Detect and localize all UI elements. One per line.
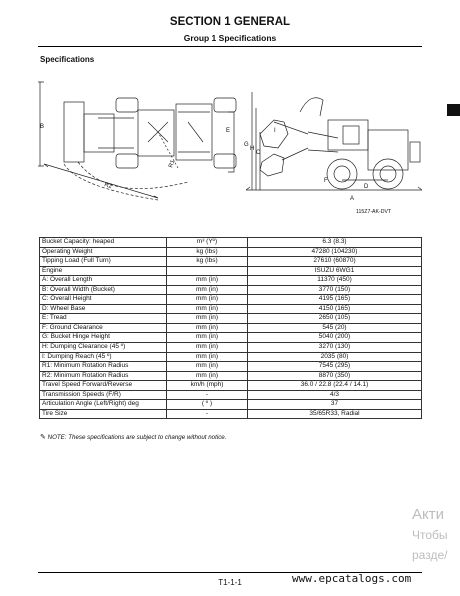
watermark-line-1: Акти [412, 506, 444, 523]
spec-value: 3770 (150) [248, 285, 422, 295]
spec-name: E: Tread [40, 314, 167, 324]
dim-label-b: B [40, 124, 45, 130]
spec-row [40, 314, 422, 324]
spec-name: R1: Minimum Rotation Radius [40, 362, 167, 372]
spec-unit: kg (lbs) [167, 247, 248, 257]
section-tab-marker [447, 104, 460, 116]
spec-unit [167, 266, 248, 276]
spec-name: C: Overall Height [40, 295, 167, 305]
spec-value: 27610 (60870) [248, 257, 422, 267]
spec-unit: km/h (mph) [167, 381, 248, 391]
spec-value: 37 [248, 400, 422, 410]
dim-label-f: F [324, 178, 328, 184]
spec-name: I: Dumping Reach (45 º) [40, 352, 167, 362]
dim-label-e: E [226, 128, 231, 134]
dim-label-r2: R2 [103, 182, 113, 191]
spec-unit: m³ (Yº) [167, 238, 248, 248]
spec-name: Operating Weight [40, 247, 167, 257]
spec-unit: ( º ) [167, 400, 248, 410]
spec-value: 11370 (450) [248, 276, 422, 286]
spec-unit: mm (in) [167, 285, 248, 295]
spec-value: 36.0 / 22.8 (22.4 / 14.1) [248, 381, 422, 391]
spec-value: 4150 (165) [248, 304, 422, 314]
spec-unit: - [167, 390, 248, 400]
dim-label-r1: R1 [168, 159, 177, 169]
specifications-table [39, 237, 422, 419]
spec-name: Tire Size [40, 409, 167, 419]
section-title: SECTION 1 GENERAL [169, 16, 291, 28]
dim-label-i: I [274, 128, 276, 134]
header-rule [38, 46, 422, 47]
spec-name: Articulation Angle (Left/Right) deg [40, 400, 167, 410]
spec-unit: mm (in) [167, 333, 248, 343]
spec-row [40, 295, 422, 305]
spec-row [40, 257, 422, 267]
spec-value: 3270 (130) [248, 343, 422, 353]
note-text: NOTE: These specifications are subject to change without notice. [47, 434, 227, 441]
loader-side-view [260, 98, 420, 189]
spec-value: 4/3 [248, 390, 422, 400]
spec-unit: mm (in) [167, 304, 248, 314]
spec-name: B: Overall Width (Bucket) [40, 285, 167, 295]
wheel-loader-dimension-drawing [38, 72, 422, 212]
watermark-line-3: разде/ [412, 548, 448, 562]
spec-value: 4195 (165) [248, 295, 422, 305]
spec-value: 7545 (295) [248, 362, 422, 372]
spec-name: A: Overall Length [40, 276, 167, 286]
spec-unit: - [167, 409, 248, 419]
spec-row [40, 343, 422, 353]
spec-unit: mm (in) [167, 295, 248, 305]
spec-row [40, 247, 422, 257]
spec-name: Engine [40, 266, 167, 276]
spec-row [40, 400, 422, 410]
spec-name: Travel Speed Forward/Reverse [40, 381, 167, 391]
spec-row [40, 238, 422, 248]
spec-value: 2650 (105) [248, 314, 422, 324]
spec-row [40, 266, 422, 276]
spec-row [40, 276, 422, 286]
spec-unit: mm (in) [167, 343, 248, 353]
dim-label-d: D [364, 184, 369, 190]
spec-row [40, 285, 422, 295]
spec-value: 47280 (104230) [248, 247, 422, 257]
spec-value: 2035 (80) [248, 352, 422, 362]
spec-unit: mm (in) [167, 371, 248, 381]
spec-row [40, 304, 422, 314]
specifications-heading: Specifications [40, 55, 95, 64]
watermark [412, 505, 448, 565]
spec-row [40, 409, 422, 419]
spec-unit: mm (in) [167, 362, 248, 372]
spec-name: R2: Minimum Rotation Radius [40, 371, 167, 381]
spec-value: 5040 (200) [248, 333, 422, 343]
spec-unit: mm (in) [167, 276, 248, 286]
spec-value: 6.3 (8.3) [248, 238, 422, 248]
loader-top-view [64, 98, 236, 200]
dim-label-h: H [250, 146, 255, 152]
spec-row [40, 362, 422, 372]
spec-name: Bucket Capacity: heaped [40, 238, 167, 248]
note-icon: ✎ [40, 434, 46, 441]
spec-name: G: Bucket Hinge Height [40, 333, 167, 343]
spec-name: D: Wheel Base [40, 304, 167, 314]
spec-row [40, 352, 422, 362]
dim-label-g: G [244, 142, 249, 148]
spec-row [40, 371, 422, 381]
note [40, 433, 226, 441]
spec-name: Transmission Speeds (F/R) [40, 390, 167, 400]
group-title: Group 1 Specifications [183, 33, 277, 43]
dim-label-c: C [256, 150, 261, 156]
spec-row [40, 333, 422, 343]
dim-label-a: A [350, 196, 355, 202]
spec-value: 35/65R33, Radial [248, 409, 422, 419]
page-number: T1-1-1 [218, 578, 242, 587]
figure-code: 115Z7-AK-DVT [356, 209, 392, 215]
spec-name: Tipping Load (Full Turn) [40, 257, 167, 267]
spec-row [40, 381, 422, 391]
watermark-line-2: Чтобы [412, 528, 448, 542]
spec-value: ISUZU 6WG1 [248, 266, 422, 276]
spec-unit: mm (in) [167, 323, 248, 333]
spec-unit: kg (lbs) [167, 257, 248, 267]
spec-unit: mm (in) [167, 314, 248, 324]
spec-row [40, 323, 422, 333]
spec-value: 8870 (350) [248, 371, 422, 381]
spec-name: F: Ground Clearance [40, 323, 167, 333]
spec-row [40, 390, 422, 400]
website-link[interactable]: www.epcatalogs.com [292, 572, 412, 585]
spec-value: 545 (20) [248, 323, 422, 333]
spec-unit: mm (in) [167, 352, 248, 362]
spec-name: H: Dumping Clearance (45 º) [40, 343, 167, 353]
